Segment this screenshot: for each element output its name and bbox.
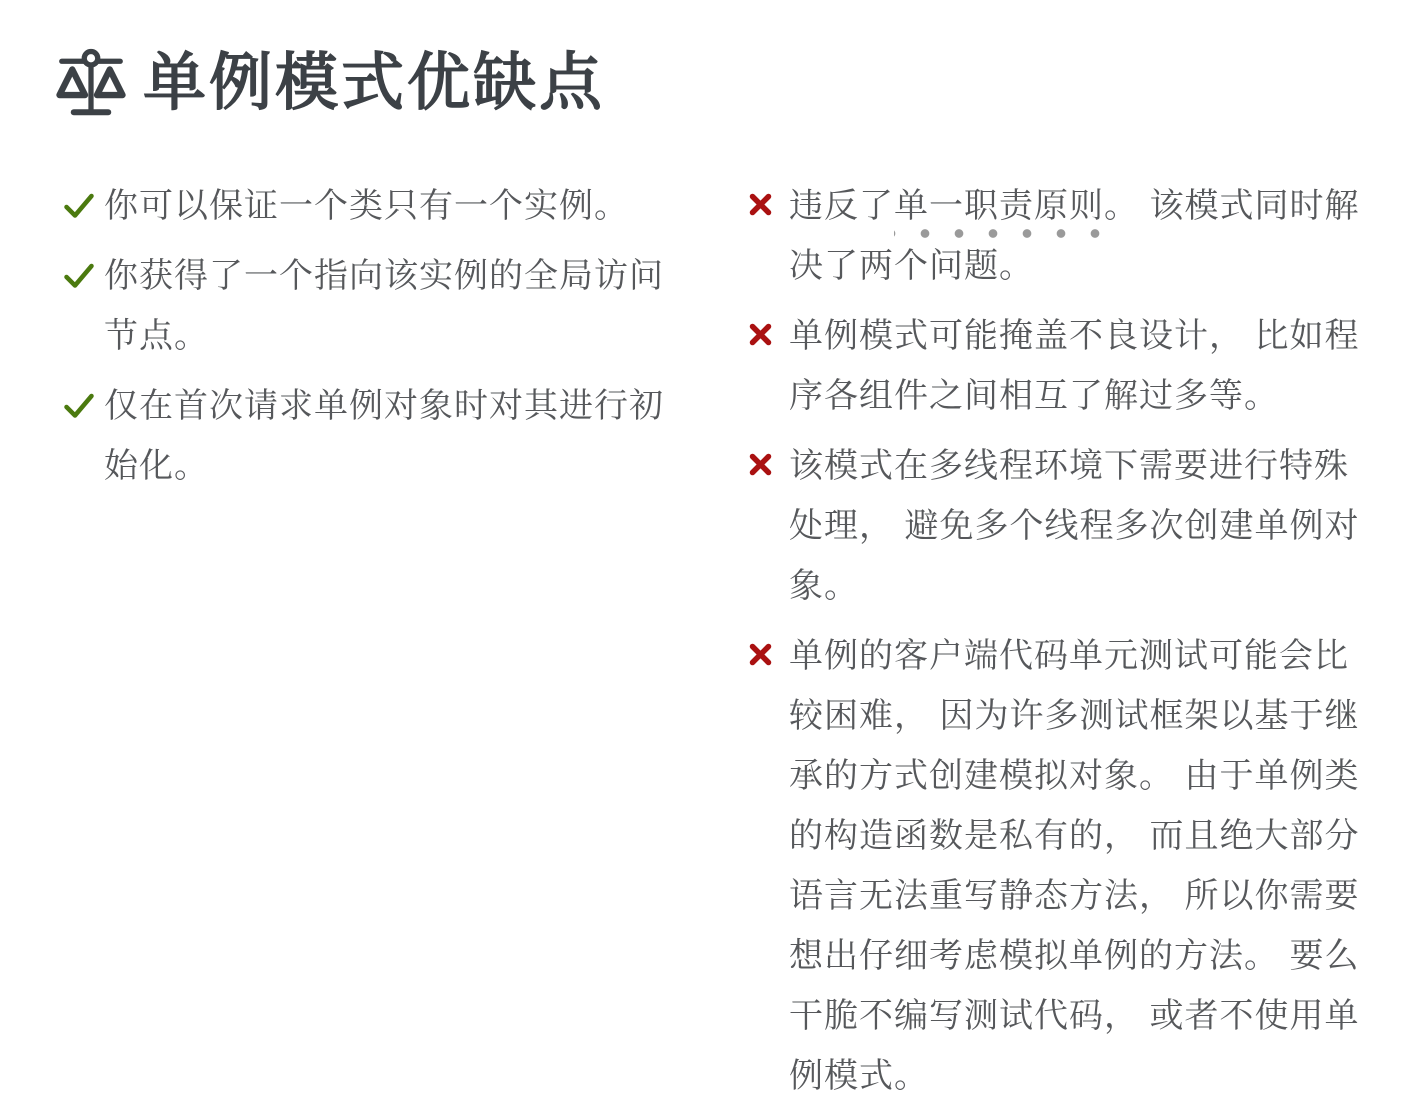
con-item <box>749 176 1365 296</box>
cross-icon <box>749 193 772 216</box>
pros-cons-columns <box>55 176 1365 1116</box>
con-item-text: 违反了 <box>789 187 894 225</box>
balance-scale-icon <box>55 47 127 119</box>
con-item <box>749 436 1365 616</box>
con-item-text: 该模式在多线程环境下需要进行特殊处理， 避免多个线程多次创建单例对象。 <box>789 447 1360 605</box>
cross-icon <box>749 643 772 666</box>
pro-item <box>64 376 695 496</box>
pro-item <box>64 246 695 366</box>
pros-list <box>55 176 695 1116</box>
cons-list <box>740 176 1365 1116</box>
check-icon <box>64 393 94 419</box>
page-title-text: 单例模式优缺点 <box>143 48 605 118</box>
single-responsibility-link[interactable]: 单一职责原则 <box>894 187 1104 238</box>
pro-item <box>64 176 695 236</box>
cross-icon <box>749 323 772 346</box>
pro-item-text: 你可以保证一个类只有一个实例。 <box>104 187 629 225</box>
con-item <box>749 626 1365 1106</box>
con-item-text: 。 该模式同时解决了两个问题。 <box>789 187 1360 285</box>
cross-icon <box>749 453 772 476</box>
con-item <box>749 306 1365 426</box>
pro-item-text: 你获得了一个指向该实例的全局访问节点。 <box>104 257 664 355</box>
pro-item-text: 仅在首次请求单例对象时对其进行初始化。 <box>104 387 664 485</box>
check-icon <box>64 193 94 219</box>
page-title <box>55 44 1365 122</box>
con-item-text: 单例模式可能掩盖不良设计， 比如程序各组件之间相互了解过多等。 <box>789 317 1360 415</box>
check-icon <box>64 263 94 289</box>
con-item-text: 单例的客户端代码单元测试可能会比较困难， 因为许多测试框架以基于继承的方式创建模拟对象。 由于单例类的构造函数是私有的， 而且绝大部分语言无法重写静态方法， 所以你需要想出仔细考虑模拟单例的方法。 要么干脆不编写测试代码， 或者不使用单例模式。 <box>789 637 1360 1095</box>
